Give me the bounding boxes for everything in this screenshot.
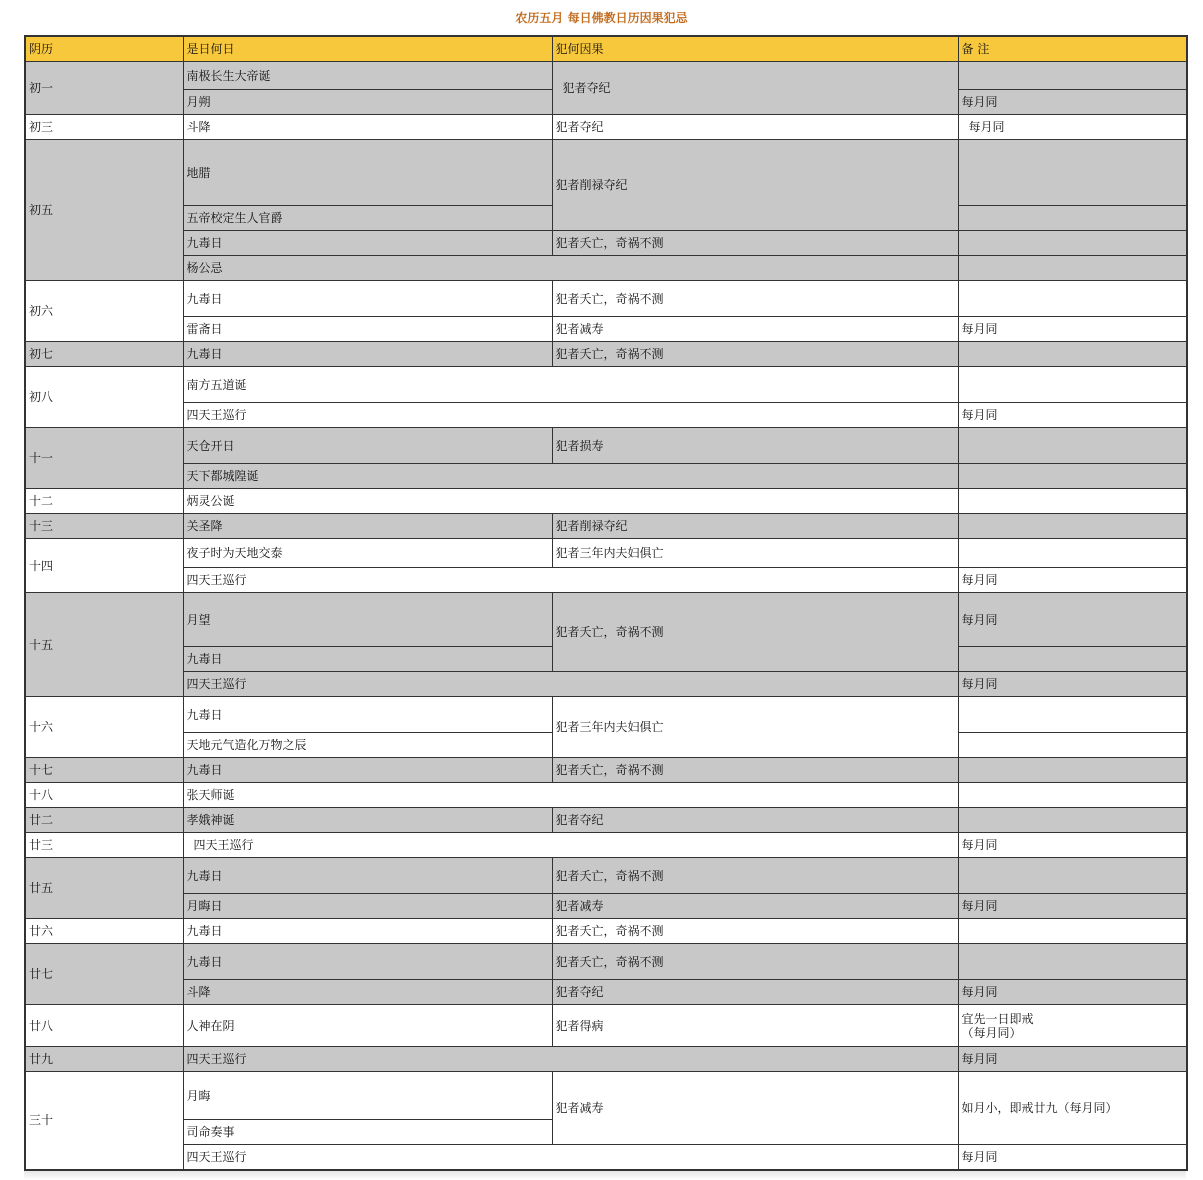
note-cell bbox=[958, 697, 1187, 733]
effect-cell: 犯者削禄夺纪 bbox=[552, 514, 958, 539]
lunar-day-cell: 三十 bbox=[25, 1072, 183, 1170]
event-cell: 九毒日 bbox=[183, 281, 552, 317]
note-cell bbox=[958, 428, 1187, 464]
lunar-day-cell: 十七 bbox=[25, 758, 183, 783]
note-cell: 每月同 bbox=[958, 115, 1187, 140]
lunar-day-cell: 廿六 bbox=[25, 919, 183, 944]
note-cell: 每月同 bbox=[958, 317, 1187, 342]
note-cell: 每月同 bbox=[958, 403, 1187, 428]
event-cell: 月望 bbox=[183, 593, 552, 647]
note-cell: 每月同 bbox=[958, 894, 1187, 919]
lunar-day-cell: 初八 bbox=[25, 367, 183, 428]
header-event: 是日何日 bbox=[183, 36, 552, 62]
table-row bbox=[25, 568, 1187, 593]
event-cell: 九毒日 bbox=[183, 858, 552, 894]
note-cell: 如月小，即戒廿九（每月同） bbox=[958, 1072, 1187, 1145]
table-row bbox=[25, 808, 1187, 833]
lunar-day-cell: 廿九 bbox=[25, 1047, 183, 1072]
event-cell: 司命奏事 bbox=[183, 1120, 552, 1145]
event-cell: 天下都城隍诞 bbox=[183, 464, 958, 489]
lunar-day-cell: 初五 bbox=[25, 140, 183, 281]
note-cell bbox=[958, 539, 1187, 568]
note-cell bbox=[958, 140, 1187, 206]
lunar-day-cell: 廿五 bbox=[25, 858, 183, 919]
note-cell bbox=[958, 206, 1187, 231]
event-cell: 月朔 bbox=[183, 90, 552, 115]
event-cell: 月晦 bbox=[183, 1072, 552, 1120]
note-cell bbox=[958, 342, 1187, 367]
table-row bbox=[25, 115, 1187, 140]
event-cell: 人神在阴 bbox=[183, 1005, 552, 1047]
event-cell: 月晦日 bbox=[183, 894, 552, 919]
note-cell bbox=[958, 758, 1187, 783]
effect-cell: 犯者夭亡，奇祸不测 bbox=[552, 231, 958, 256]
lunar-day-cell: 十二 bbox=[25, 489, 183, 514]
table-row bbox=[25, 758, 1187, 783]
event-cell: 天地元气造化万物之辰 bbox=[183, 733, 552, 758]
header-effect: 犯何因果 bbox=[552, 36, 958, 62]
table-row bbox=[25, 367, 1187, 403]
effect-cell: 犯者减寿 bbox=[552, 1072, 958, 1145]
event-cell: 雷斋日 bbox=[183, 317, 552, 342]
table-bottom-shadow bbox=[24, 1171, 1186, 1180]
note-cell: 每月同 bbox=[958, 568, 1187, 593]
table-row bbox=[25, 231, 1187, 256]
event-cell: 张天师诞 bbox=[183, 783, 958, 808]
table-row bbox=[25, 140, 1187, 206]
note-cell bbox=[958, 919, 1187, 944]
effect-cell: 犯者三年内夫妇俱亡 bbox=[552, 697, 958, 758]
table-row bbox=[25, 1005, 1187, 1047]
lunar-day-cell: 十四 bbox=[25, 539, 183, 593]
event-cell: 九毒日 bbox=[183, 647, 552, 672]
table-row bbox=[25, 514, 1187, 539]
table-row bbox=[25, 593, 1187, 647]
header-row bbox=[25, 36, 1187, 62]
event-cell: 炳灵公诞 bbox=[183, 489, 958, 514]
event-cell: 孝娥神诞 bbox=[183, 808, 552, 833]
note-cell bbox=[958, 489, 1187, 514]
lunar-day-cell: 廿二 bbox=[25, 808, 183, 833]
note-cell bbox=[958, 808, 1187, 833]
table-row bbox=[25, 403, 1187, 428]
event-cell: 九毒日 bbox=[183, 231, 552, 256]
note-cell bbox=[958, 62, 1187, 90]
table-row bbox=[25, 464, 1187, 489]
table-row bbox=[25, 672, 1187, 697]
header-lunar-day: 阴历 bbox=[25, 36, 183, 62]
lunar-day-cell: 十六 bbox=[25, 697, 183, 758]
event-cell: 九毒日 bbox=[183, 758, 552, 783]
note-cell: 每月同 bbox=[958, 90, 1187, 115]
table-row bbox=[25, 317, 1187, 342]
event-cell: 地腊 bbox=[183, 140, 552, 206]
note-cell bbox=[958, 858, 1187, 894]
note-cell bbox=[958, 783, 1187, 808]
table-row bbox=[25, 783, 1187, 808]
note-cell: 每月同 bbox=[958, 833, 1187, 858]
effect-cell: 犯者夭亡，奇祸不测 bbox=[552, 281, 958, 317]
effect-cell: 犯者减寿 bbox=[552, 894, 958, 919]
calendar-table bbox=[24, 35, 1188, 1171]
event-cell: 四天王巡行 bbox=[183, 1047, 958, 1072]
effect-cell: 犯者三年内夫妇俱亡 bbox=[552, 539, 958, 568]
lunar-day-cell: 初一 bbox=[25, 62, 183, 115]
note-cell: 每月同 bbox=[958, 1047, 1187, 1072]
lunar-day-cell: 廿三 bbox=[25, 833, 183, 858]
event-cell: 四天王巡行 bbox=[183, 403, 958, 428]
table-row bbox=[25, 539, 1187, 568]
effect-cell: 犯者夺纪 bbox=[552, 115, 958, 140]
effect-cell: 犯者夭亡，奇祸不测 bbox=[552, 858, 958, 894]
note-cell bbox=[958, 733, 1187, 758]
event-cell: 九毒日 bbox=[183, 944, 552, 980]
event-cell: 南极长生大帝诞 bbox=[183, 62, 552, 90]
table-row bbox=[25, 697, 1187, 733]
table-row bbox=[25, 428, 1187, 464]
lunar-day-cell: 初七 bbox=[25, 342, 183, 367]
lunar-day-cell: 十三 bbox=[25, 514, 183, 539]
note-cell bbox=[958, 256, 1187, 281]
event-cell: 天仓开日 bbox=[183, 428, 552, 464]
lunar-day-cell: 十八 bbox=[25, 783, 183, 808]
event-cell: 斗降 bbox=[183, 980, 552, 1005]
table-row bbox=[25, 256, 1187, 281]
event-cell: 四天王巡行 bbox=[183, 833, 958, 858]
effect-cell: 犯者夭亡，奇祸不测 bbox=[552, 758, 958, 783]
event-cell: 南方五道诞 bbox=[183, 367, 958, 403]
effect-cell: 犯者削禄夺纪 bbox=[552, 140, 958, 231]
note-cell bbox=[958, 514, 1187, 539]
table-row bbox=[25, 281, 1187, 317]
header-note: 备 注 bbox=[958, 36, 1187, 62]
note-cell bbox=[958, 647, 1187, 672]
table-row bbox=[25, 894, 1187, 919]
table-row bbox=[25, 833, 1187, 858]
table-row bbox=[25, 342, 1187, 367]
table-row bbox=[25, 1072, 1187, 1120]
note-cell bbox=[958, 944, 1187, 980]
effect-cell: 犯者夭亡，奇祸不测 bbox=[552, 944, 958, 980]
table-row bbox=[25, 944, 1187, 980]
lunar-day-cell: 初六 bbox=[25, 281, 183, 342]
event-cell: 夜子时为天地交泰 bbox=[183, 539, 552, 568]
event-cell: 四天王巡行 bbox=[183, 1145, 958, 1170]
effect-cell: 犯者减寿 bbox=[552, 317, 958, 342]
table-row bbox=[25, 858, 1187, 894]
note-cell bbox=[958, 367, 1187, 403]
page-title: 农历五月 每日佛教日历因果犯忌 bbox=[515, 11, 688, 25]
effect-cell: 犯者夭亡，奇祸不测 bbox=[552, 919, 958, 944]
lunar-day-cell: 初三 bbox=[25, 115, 183, 140]
note-cell bbox=[958, 231, 1187, 256]
effect-cell: 犯者损寿 bbox=[552, 428, 958, 464]
event-cell: 九毒日 bbox=[183, 342, 552, 367]
effect-cell: 犯者夺纪 bbox=[552, 980, 958, 1005]
note-cell: 宜先一日即戒 （每月同） bbox=[958, 1005, 1187, 1047]
effect-cell: 犯者得病 bbox=[552, 1005, 958, 1047]
event-cell: 杨公忌 bbox=[183, 256, 958, 281]
table-row bbox=[25, 62, 1187, 90]
table-row bbox=[25, 1047, 1187, 1072]
event-cell: 九毒日 bbox=[183, 697, 552, 733]
note-cell: 每月同 bbox=[958, 593, 1187, 647]
event-cell: 四天王巡行 bbox=[183, 672, 958, 697]
event-cell: 五帝校定生人官爵 bbox=[183, 206, 552, 231]
note-cell: 每月同 bbox=[958, 1145, 1187, 1170]
effect-cell: 犯者夺纪 bbox=[552, 808, 958, 833]
event-cell: 四天王巡行 bbox=[183, 568, 958, 593]
lunar-day-cell: 廿八 bbox=[25, 1005, 183, 1047]
note-cell: 每月同 bbox=[958, 980, 1187, 1005]
table-row bbox=[25, 1145, 1187, 1170]
table-row bbox=[25, 980, 1187, 1005]
note-cell bbox=[958, 464, 1187, 489]
lunar-day-cell: 十五 bbox=[25, 593, 183, 697]
effect-cell: 犯者夭亡，奇祸不测 bbox=[552, 342, 958, 367]
event-cell: 九毒日 bbox=[183, 919, 552, 944]
note-cell: 每月同 bbox=[958, 672, 1187, 697]
event-cell: 关圣降 bbox=[183, 514, 552, 539]
event-cell: 斗降 bbox=[183, 115, 552, 140]
lunar-day-cell: 廿七 bbox=[25, 944, 183, 1005]
effect-cell: 犯者夭亡，奇祸不测 bbox=[552, 593, 958, 672]
lunar-day-cell: 十一 bbox=[25, 428, 183, 489]
table-row bbox=[25, 919, 1187, 944]
table-row bbox=[25, 489, 1187, 514]
effect-cell: 犯者夺纪 bbox=[552, 62, 958, 115]
note-cell bbox=[958, 281, 1187, 317]
